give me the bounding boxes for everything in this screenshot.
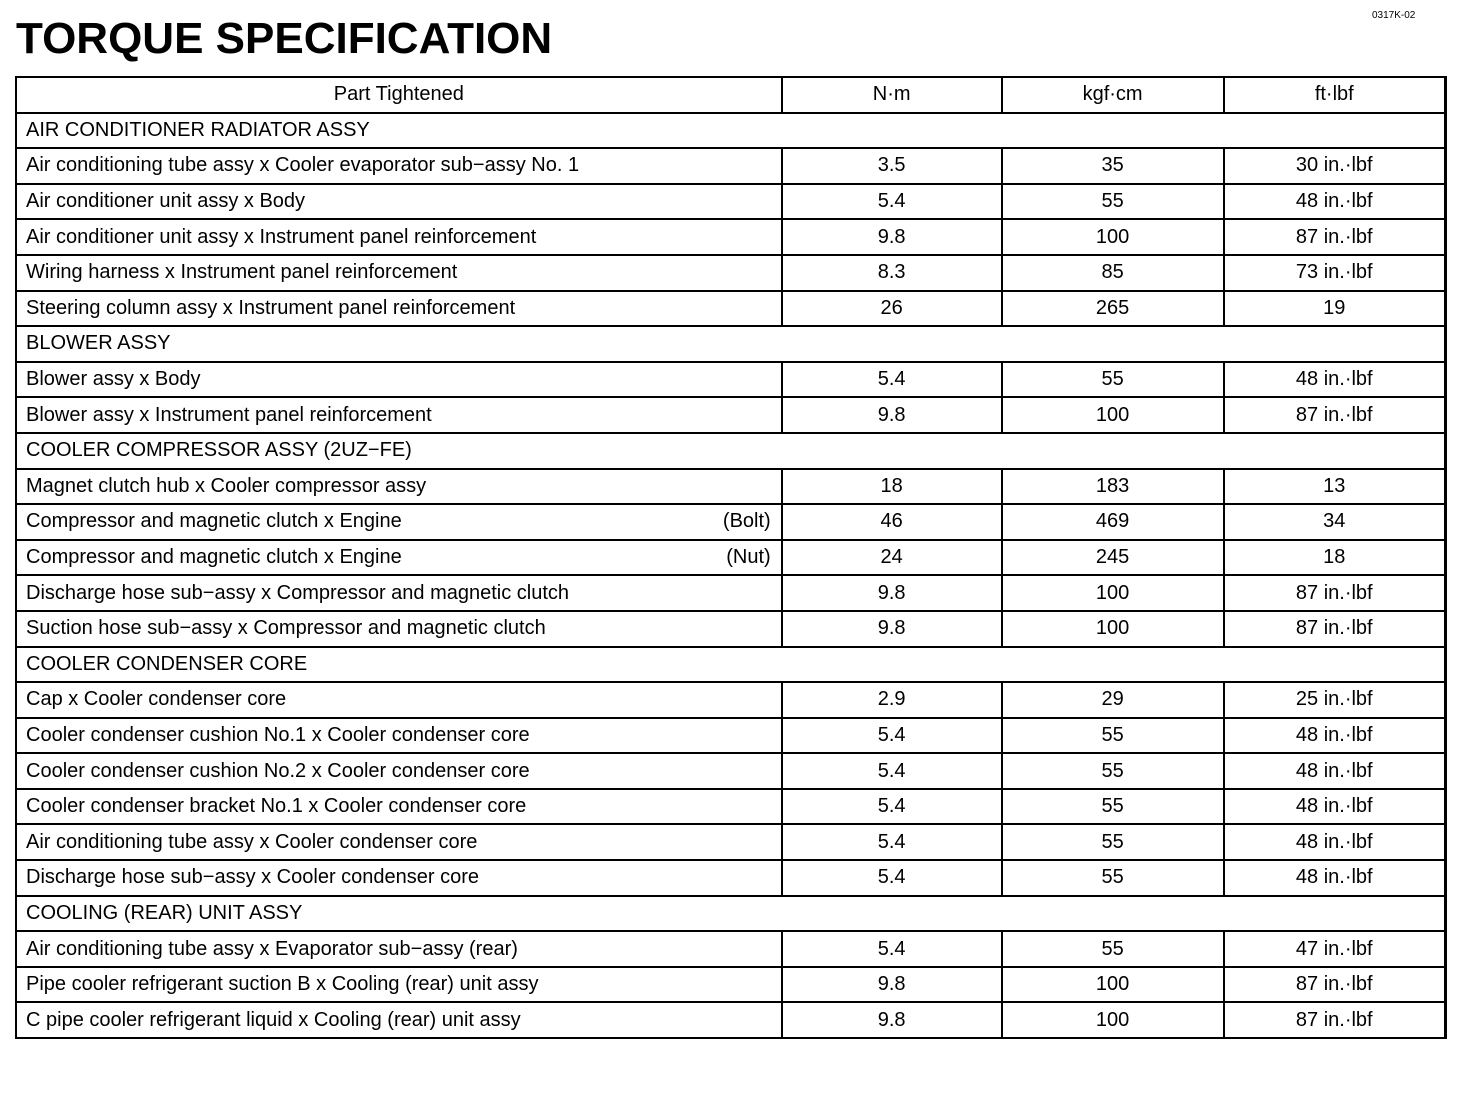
ftlbf-value: 87 in.·lbf	[1224, 1002, 1446, 1038]
table-row	[16, 789, 1446, 825]
part-cell	[16, 824, 782, 860]
kgfcm-value: 183	[1002, 469, 1224, 505]
part-name: C pipe cooler refrigerant liquid x Cooling (rear) unit assy	[26, 1008, 521, 1031]
part-cell	[16, 291, 782, 327]
torque-table	[15, 76, 1447, 1039]
nm-value: 5.4	[782, 824, 1002, 860]
part-name: Cooler condenser cushion No.2 x Cooler condenser core	[26, 759, 530, 782]
part-name: Blower assy x Instrument panel reinforcement	[26, 403, 432, 426]
header-row	[16, 77, 1446, 113]
part-name: Cooler condenser cushion No.1 x Cooler condenser core	[26, 723, 530, 746]
ftlbf-value: 73 in.·lbf	[1224, 255, 1446, 291]
table-row	[16, 753, 1446, 789]
header-kgfcm: kgf·cm	[1002, 77, 1224, 113]
part-name: Discharge hose sub−assy x Cooler condenser core	[26, 866, 480, 889]
table-row	[16, 397, 1446, 433]
nm-value: 46	[782, 504, 1002, 540]
ftlbf-value: 18	[1224, 540, 1446, 576]
nm-value: 5.4	[782, 789, 1002, 825]
part-name: Blower assy x Body	[26, 368, 201, 391]
table-row	[16, 682, 1446, 718]
kgfcm-value: 100	[1002, 575, 1224, 611]
nm-value: 3.5	[782, 148, 1002, 184]
part-name: Magnet clutch hub x Cooler compressor assy	[26, 474, 427, 497]
part-cell	[16, 575, 782, 611]
table-row	[16, 860, 1446, 896]
part-name: Air conditioner unit assy x Instrument panel reinforcement	[26, 225, 537, 248]
table-row	[16, 824, 1446, 860]
part-name: Steering column assy x Instrument panel reinforcement	[26, 296, 516, 319]
part-name: Air conditioning tube assy x Cooler evaporator sub−assy No. 1	[26, 154, 580, 177]
ftlbf-value: 30 in.·lbf	[1224, 148, 1446, 184]
nm-value: 5.4	[782, 931, 1002, 967]
kgfcm-value: 100	[1002, 1002, 1224, 1038]
page-title: TORQUE SPECIFICATION	[16, 14, 553, 63]
part-note: (Nut)	[726, 546, 771, 569]
kgfcm-value: 55	[1002, 718, 1224, 754]
kgfcm-value: 245	[1002, 540, 1224, 576]
ftlbf-value: 87 in.·lbf	[1224, 967, 1446, 1003]
ftlbf-value: 87 in.·lbf	[1224, 575, 1446, 611]
part-cell	[16, 753, 782, 789]
ftlbf-value: 34	[1224, 504, 1446, 540]
ftlbf-value: 48 in.·lbf	[1224, 824, 1446, 860]
table-row	[16, 291, 1446, 327]
kgfcm-value: 100	[1002, 967, 1224, 1003]
part-cell	[16, 362, 782, 398]
kgfcm-value: 100	[1002, 397, 1224, 433]
part-name: Compressor and magnetic clutch x Engine	[26, 510, 402, 533]
section-title: COOLER COMPRESSOR ASSY (2UZ−FE)	[16, 433, 1446, 469]
part-name: Suction hose sub−assy x Compressor and magnetic clutch	[26, 617, 546, 640]
ftlbf-value: 13	[1224, 469, 1446, 505]
nm-value: 5.4	[782, 753, 1002, 789]
kgfcm-value: 55	[1002, 824, 1224, 860]
part-name: Air conditioning tube assy x Evaporator sub−assy (rear)	[26, 937, 518, 960]
nm-value: 9.8	[782, 219, 1002, 255]
kgfcm-value: 55	[1002, 184, 1224, 220]
part-name: Compressor and magnetic clutch x Engine	[26, 546, 402, 569]
kgfcm-value: 265	[1002, 291, 1224, 327]
part-name: Cap x Cooler condenser core	[26, 688, 287, 711]
part-cell	[16, 789, 782, 825]
part-cell	[16, 148, 782, 184]
ftlbf-value: 25 in.·lbf	[1224, 682, 1446, 718]
section-title: COOLER CONDENSER CORE	[16, 647, 1446, 683]
ftlbf-value: 48 in.·lbf	[1224, 860, 1446, 896]
table-row	[16, 184, 1446, 220]
nm-value: 5.4	[782, 718, 1002, 754]
nm-value: 18	[782, 469, 1002, 505]
kgfcm-value: 100	[1002, 611, 1224, 647]
ftlbf-value: 48 in.·lbf	[1224, 789, 1446, 825]
kgfcm-value: 100	[1002, 219, 1224, 255]
kgfcm-value: 85	[1002, 255, 1224, 291]
section-row	[16, 113, 1446, 149]
part-cell	[16, 540, 782, 576]
part-cell	[16, 611, 782, 647]
section-row	[16, 433, 1446, 469]
part-cell	[16, 967, 782, 1003]
kgfcm-value: 469	[1002, 504, 1224, 540]
table-row	[16, 148, 1446, 184]
header-part: Part Tightened	[16, 77, 782, 113]
section-title: AIR CONDITIONER RADIATOR ASSY	[16, 113, 1446, 149]
ftlbf-value: 48 in.·lbf	[1224, 362, 1446, 398]
table-row	[16, 931, 1446, 967]
table-row	[16, 575, 1446, 611]
kgfcm-value: 55	[1002, 362, 1224, 398]
header-nm: N·m	[782, 77, 1002, 113]
part-cell	[16, 255, 782, 291]
section-title: BLOWER ASSY	[16, 326, 1446, 362]
ftlbf-value: 87 in.·lbf	[1224, 397, 1446, 433]
table-row	[16, 967, 1446, 1003]
part-cell	[16, 860, 782, 896]
nm-value: 5.4	[782, 184, 1002, 220]
nm-value: 9.8	[782, 967, 1002, 1003]
table-row	[16, 469, 1446, 505]
nm-value: 5.4	[782, 860, 1002, 896]
part-name: Discharge hose sub−assy x Compressor and magnetic clutch	[26, 581, 570, 604]
nm-value: 9.8	[782, 397, 1002, 433]
table-row	[16, 504, 1446, 540]
nm-value: 9.8	[782, 611, 1002, 647]
part-name: Cooler condenser bracket No.1 x Cooler condenser core	[26, 795, 527, 818]
nm-value: 9.8	[782, 575, 1002, 611]
table-row	[16, 1002, 1446, 1038]
ftlbf-value: 87 in.·lbf	[1224, 611, 1446, 647]
nm-value: 5.4	[782, 362, 1002, 398]
document-code: 0317K-02	[1372, 10, 1416, 21]
ftlbf-value: 19	[1224, 291, 1446, 327]
kgfcm-value: 55	[1002, 753, 1224, 789]
kgfcm-value: 35	[1002, 148, 1224, 184]
kgfcm-value: 55	[1002, 860, 1224, 896]
table-row	[16, 611, 1446, 647]
ftlbf-value: 48 in.·lbf	[1224, 718, 1446, 754]
part-name: Air conditioner unit assy x Body	[26, 190, 306, 213]
kgfcm-value: 29	[1002, 682, 1224, 718]
table-row	[16, 255, 1446, 291]
part-cell	[16, 397, 782, 433]
table-row	[16, 219, 1446, 255]
ftlbf-value: 48 in.·lbf	[1224, 184, 1446, 220]
table-row	[16, 718, 1446, 754]
part-cell	[16, 504, 782, 540]
ftlbf-value: 48 in.·lbf	[1224, 753, 1446, 789]
part-cell	[16, 682, 782, 718]
part-name: Pipe cooler refrigerant suction B x Cooling (rear) unit assy	[26, 973, 539, 996]
part-cell	[16, 1002, 782, 1038]
nm-value: 26	[782, 291, 1002, 327]
nm-value: 2.9	[782, 682, 1002, 718]
nm-value: 9.8	[782, 1002, 1002, 1038]
part-cell	[16, 219, 782, 255]
table-row	[16, 540, 1446, 576]
ftlbf-value: 87 in.·lbf	[1224, 219, 1446, 255]
part-cell	[16, 469, 782, 505]
part-name: Air conditioning tube assy x Cooler condenser core	[26, 830, 478, 853]
part-cell	[16, 718, 782, 754]
part-cell	[16, 184, 782, 220]
table-row	[16, 362, 1446, 398]
part-name: Wiring harness x Instrument panel reinforcement	[26, 261, 458, 284]
part-cell	[16, 931, 782, 967]
ftlbf-value: 47 in.·lbf	[1224, 931, 1446, 967]
section-row	[16, 896, 1446, 932]
nm-value: 8.3	[782, 255, 1002, 291]
part-note: (Bolt)	[722, 510, 771, 533]
nm-value: 24	[782, 540, 1002, 576]
section-row	[16, 647, 1446, 683]
header-ftlbf: ft·lbf	[1224, 77, 1446, 113]
kgfcm-value: 55	[1002, 931, 1224, 967]
section-title: COOLING (REAR) UNIT ASSY	[16, 896, 1446, 932]
kgfcm-value: 55	[1002, 789, 1224, 825]
section-row	[16, 326, 1446, 362]
